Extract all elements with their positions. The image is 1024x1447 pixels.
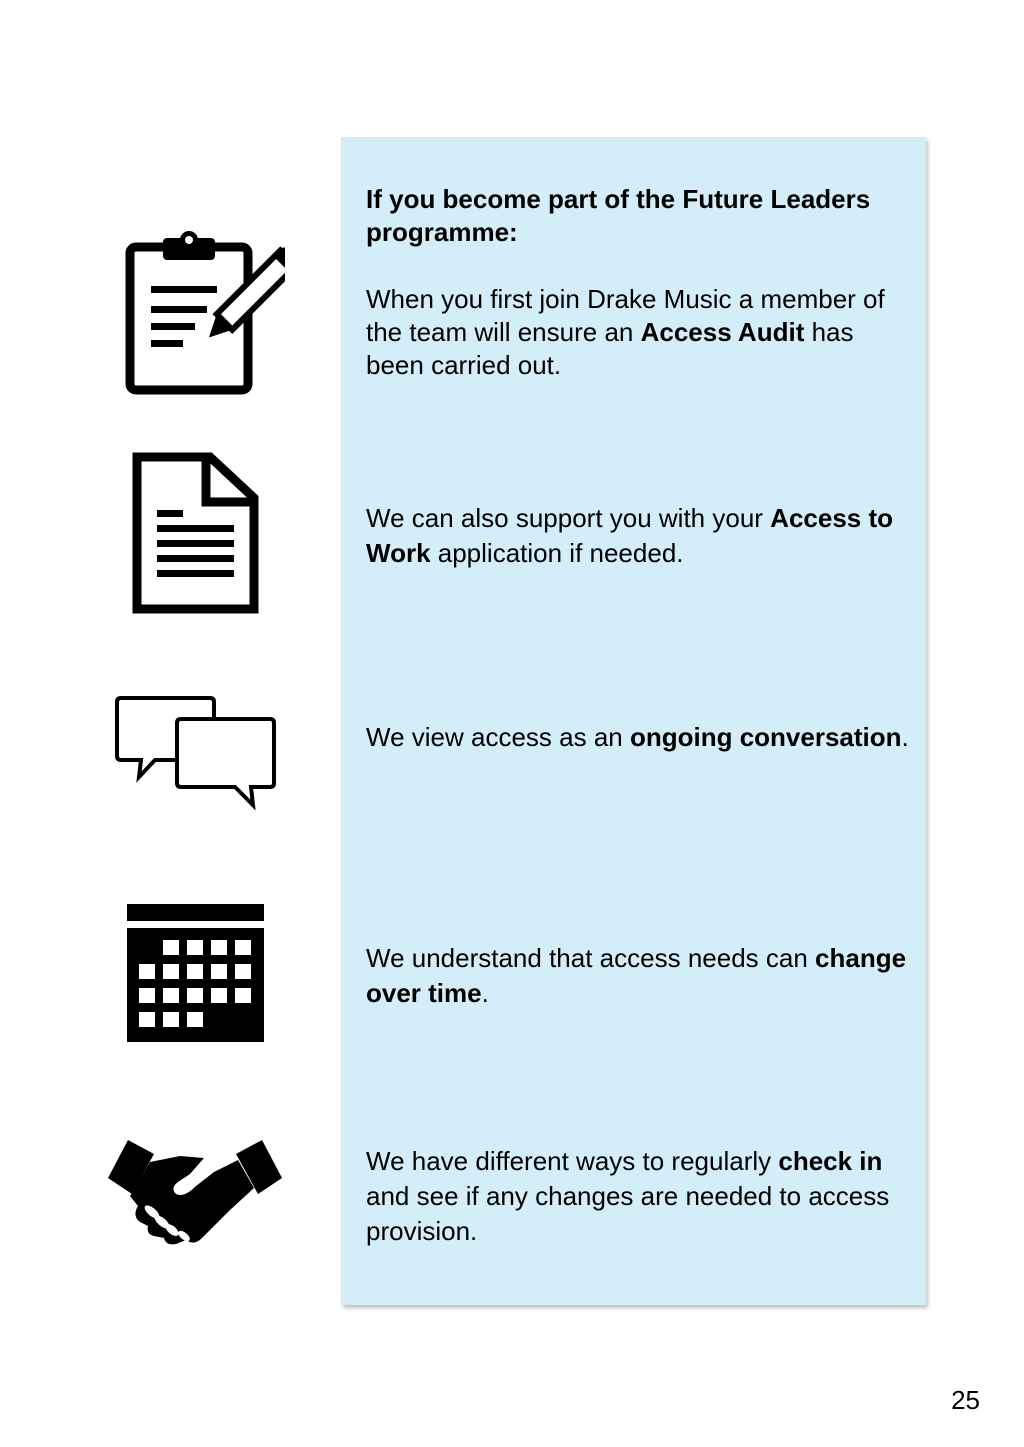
handshake-icon (106, 1138, 284, 1248)
calendar-icon (127, 904, 264, 1042)
check-in-text: We have different ways to regularly check in and see if any changes are needed to access provision. (366, 1146, 890, 1246)
change-over-time-text: We understand that access needs can change over time. (366, 943, 907, 1008)
page-number: 25 (951, 1385, 980, 1415)
document-icon (132, 452, 260, 614)
speech-bubbles-icon (113, 695, 279, 811)
access-to-work-text: We can also support you with your Access to Work application if needed. (366, 503, 894, 568)
clipboard-edit-icon (125, 230, 285, 395)
panel-heading: If you become part of the Future Leaders programme: (366, 184, 871, 247)
info-panel (341, 137, 926, 1305)
ongoing-conversation-text: We view access as an ongoing conversation. (366, 722, 909, 752)
access-audit-text: When you first join Drake Music a member of the team will ensure an Access Audit has been carried out. (366, 284, 885, 380)
